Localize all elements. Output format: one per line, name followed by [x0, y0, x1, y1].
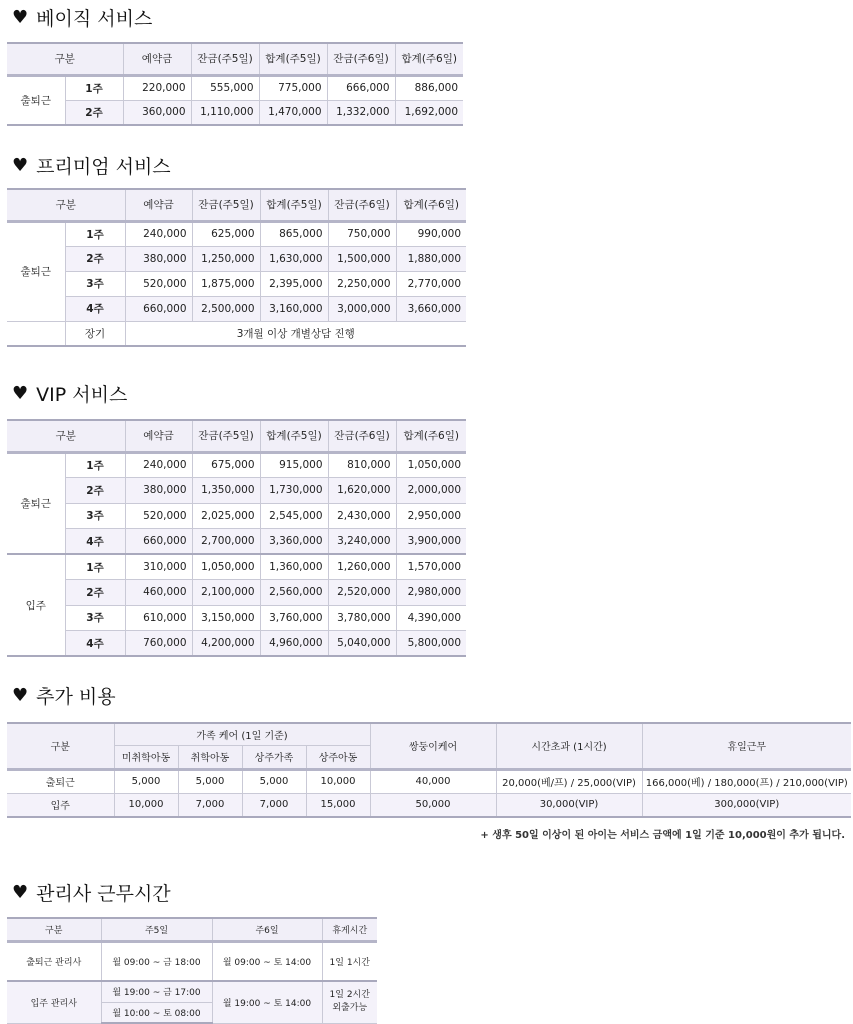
table-row [7, 529, 466, 555]
row-label: 출퇴근 관리사 [7, 941, 101, 981]
table-row [7, 100, 463, 125]
section-title-vip [12, 380, 127, 407]
cell: 555,000 [191, 75, 259, 100]
cell: 5,000 [178, 769, 242, 793]
header-total-5: 합계(주5일) [259, 43, 327, 75]
cell: 1,050,000 [192, 554, 260, 580]
header-total-6: 합계(주6일) [395, 43, 463, 75]
vip-price-table [7, 419, 466, 657]
cell: 240,000 [125, 221, 192, 246]
cell: 460,000 [125, 580, 192, 606]
cell: 660,000 [125, 296, 192, 321]
week-label: 1주 [65, 452, 125, 478]
cell: 2,100,000 [192, 580, 260, 606]
cell: 1,730,000 [260, 478, 328, 504]
table-row [7, 221, 466, 246]
week-label: 2주 [65, 246, 125, 271]
cell: 50,000 [370, 793, 496, 817]
header-balance-5: 잔금(주5일) [192, 189, 260, 221]
cell: 3,900,000 [396, 529, 466, 555]
header-total-5: 합계(주5일) [260, 420, 328, 452]
heart-icon: ♥ [12, 881, 29, 903]
cell: 2,980,000 [396, 580, 466, 606]
cell: 990,000 [396, 221, 466, 246]
header-category: 구분 [7, 189, 125, 221]
section-title-text: 추가 비용 [36, 686, 116, 708]
cell: 240,000 [125, 452, 192, 478]
section-title-text: 베이직 서비스 [36, 8, 153, 30]
cell: 520,000 [125, 503, 192, 529]
cell: 5,040,000 [328, 631, 396, 657]
cell: 30,000(VIP) [496, 793, 642, 817]
cell: 310,000 [125, 554, 192, 580]
basic-price-table [7, 42, 463, 126]
header-resident-family: 상주가족 [242, 745, 306, 769]
header-category: 구분 [7, 918, 101, 941]
week-label: 3주 [65, 271, 125, 296]
header-deposit: 예약금 [125, 420, 192, 452]
extra-cost-note: + 생후 50일 이상이 된 아이는 서비스 금액에 1일 기준 10,000원이 추가 됩니다. [480, 830, 845, 841]
cell: 2,950,000 [396, 503, 466, 529]
cell: 1,570,000 [396, 554, 466, 580]
group-label-blank [7, 321, 65, 346]
week-label: 4주 [65, 631, 125, 657]
cell: 1,250,000 [192, 246, 260, 271]
cell: 300,000(VIP) [642, 793, 851, 817]
table-row [7, 503, 466, 529]
header-deposit: 예약금 [123, 43, 191, 75]
cell: 2,250,000 [328, 271, 396, 296]
heart-icon: ♥ [12, 684, 29, 706]
cell: 2,025,000 [192, 503, 260, 529]
header-five-day: 주5일 [101, 918, 212, 941]
cell: 886,000 [395, 75, 463, 100]
header-category: 구분 [7, 723, 114, 769]
cell: 2,000,000 [396, 478, 466, 504]
cell: 20,000(베/프) / 25,000(VIP) [496, 769, 642, 793]
row-label: 입주 관리사 [7, 981, 101, 1023]
header-deposit: 예약금 [125, 189, 192, 221]
table-row [7, 631, 466, 657]
cell: 5,000 [114, 769, 178, 793]
row-label: 출퇴근 [7, 769, 114, 793]
cell: 3,160,000 [260, 296, 328, 321]
cell: 3,760,000 [260, 605, 328, 631]
header-category: 구분 [7, 420, 125, 452]
table-row [7, 296, 466, 321]
cell: 1,350,000 [192, 478, 260, 504]
cell: 625,000 [192, 221, 260, 246]
header-total-5: 합계(주5일) [260, 189, 328, 221]
group-label: 출퇴근 [7, 75, 65, 125]
cell: 월 10:00 ~ 토 08:00 [101, 1002, 212, 1023]
table-row [7, 554, 466, 580]
long-term-text: 3개월 이상 개별상담 진행 [125, 321, 466, 346]
header-balance-6: 잔금(주6일) [328, 189, 396, 221]
cell: 750,000 [328, 221, 396, 246]
cell: 1,110,000 [191, 100, 259, 125]
extra-cost-table [7, 722, 851, 818]
week-label: 3주 [65, 605, 125, 631]
cell: 월 09:00 ~ 금 18:00 [101, 941, 212, 981]
header-school: 취학아동 [178, 745, 242, 769]
cell: 3,150,000 [192, 605, 260, 631]
group-label: 출퇴근 [7, 452, 65, 554]
cell: 360,000 [123, 100, 191, 125]
table-row [7, 452, 466, 478]
cell: 1,620,000 [328, 478, 396, 504]
section-title-premium [12, 152, 171, 179]
header-rest: 휴게시간 [322, 918, 377, 941]
cell: 4,960,000 [260, 631, 328, 657]
header-family-care: 가족 케어 (1일 기준) [114, 723, 370, 745]
section-title-hours [12, 879, 171, 906]
week-label: 1주 [65, 75, 123, 100]
cell: 10,000 [306, 769, 370, 793]
cell: 1,360,000 [260, 554, 328, 580]
cell: 660,000 [125, 529, 192, 555]
header-twins: 쌍둥이케어 [370, 723, 496, 769]
long-term-label: 장기 [65, 321, 125, 346]
cell: 3,240,000 [328, 529, 396, 555]
header-balance-6: 잔금(주6일) [328, 420, 396, 452]
cell: 1,500,000 [328, 246, 396, 271]
cell: 915,000 [260, 452, 328, 478]
row-label: 입주 [7, 793, 114, 817]
cell: 2,700,000 [192, 529, 260, 555]
cell: 2,560,000 [260, 580, 328, 606]
table-row [7, 981, 377, 1002]
section-title-basic [12, 4, 152, 31]
cell: 4,390,000 [396, 605, 466, 631]
rest-line: 1일 2시간 [329, 989, 370, 1000]
group-label: 입주 [7, 554, 65, 656]
table-row [7, 793, 851, 817]
header-balance-5: 잔금(주5일) [191, 43, 259, 75]
cell: 5,000 [242, 769, 306, 793]
header-balance-5: 잔금(주5일) [192, 420, 260, 452]
cell: 7,000 [178, 793, 242, 817]
cell: 2,430,000 [328, 503, 396, 529]
cell: 1,260,000 [328, 554, 396, 580]
cell: 5,800,000 [396, 631, 466, 657]
cell: 380,000 [125, 246, 192, 271]
cell: 760,000 [125, 631, 192, 657]
week-label: 1주 [65, 221, 125, 246]
cell: 2,520,000 [328, 580, 396, 606]
cell: 월 19:00 ~ 토 14:00 [212, 981, 322, 1023]
cell: 10,000 [114, 793, 178, 817]
cell: 3,360,000 [260, 529, 328, 555]
cell: 1,332,000 [327, 100, 395, 125]
week-label: 3주 [65, 503, 125, 529]
week-label: 2주 [65, 580, 125, 606]
heart-icon: ♥ [12, 382, 29, 404]
cell: 2,545,000 [260, 503, 328, 529]
cell: 40,000 [370, 769, 496, 793]
cell: 775,000 [259, 75, 327, 100]
heart-icon: ♥ [12, 154, 29, 176]
table-row [7, 769, 851, 793]
week-label: 1주 [65, 554, 125, 580]
header-balance-6: 잔금(주6일) [327, 43, 395, 75]
cell: 666,000 [327, 75, 395, 100]
table-row [7, 246, 466, 271]
premium-price-table [7, 188, 466, 347]
cell: 4,200,000 [192, 631, 260, 657]
cell: 1,875,000 [192, 271, 260, 296]
table-row [7, 580, 466, 606]
cell: 1,692,000 [395, 100, 463, 125]
section-title-text: 프리미엄 서비스 [36, 156, 171, 178]
header-category: 구분 [7, 43, 123, 75]
work-hours-table [7, 917, 377, 1024]
cell: 810,000 [328, 452, 396, 478]
cell: 월 19:00 ~ 금 17:00 [101, 981, 212, 1002]
cell: 220,000 [123, 75, 191, 100]
cell: 380,000 [125, 478, 192, 504]
cell: 3,660,000 [396, 296, 466, 321]
cell: 166,000(베) / 180,000(프) / 210,000(VIP) [642, 769, 851, 793]
header-resident-child: 상주아동 [306, 745, 370, 769]
cell: 15,000 [306, 793, 370, 817]
week-label: 2주 [65, 478, 125, 504]
table-row [7, 478, 466, 504]
section-title-extra [12, 682, 116, 709]
header-six-day: 주6일 [212, 918, 322, 941]
cell: 1,630,000 [260, 246, 328, 271]
cell-rest [322, 981, 377, 1023]
table-row [7, 271, 466, 296]
header-preschool: 미취학아동 [114, 745, 178, 769]
table-row [7, 605, 466, 631]
cell: 1,050,000 [396, 452, 466, 478]
cell: 675,000 [192, 452, 260, 478]
week-label: 4주 [65, 529, 125, 555]
cell: 610,000 [125, 605, 192, 631]
cell: 1,470,000 [259, 100, 327, 125]
cell: 7,000 [242, 793, 306, 817]
cell: 1,880,000 [396, 246, 466, 271]
table-row [7, 941, 377, 981]
cell: 3,000,000 [328, 296, 396, 321]
cell: 3,780,000 [328, 605, 396, 631]
group-label: 출퇴근 [7, 221, 65, 321]
section-title-text: 관리사 근무시간 [36, 883, 171, 905]
header-overtime: 시간초과 (1시간) [496, 723, 642, 769]
section-title-text: VIP 서비스 [36, 384, 128, 406]
header-holiday: 휴일근무 [642, 723, 851, 769]
cell: 2,395,000 [260, 271, 328, 296]
table-row [7, 321, 466, 346]
table-row [7, 75, 463, 100]
week-label: 2주 [65, 100, 123, 125]
rest-line: 외출가능 [332, 1003, 368, 1014]
cell: 1일 1시간 [322, 941, 377, 981]
cell: 월 09:00 ~ 토 14:00 [212, 941, 322, 981]
cell: 2,500,000 [192, 296, 260, 321]
cell: 2,770,000 [396, 271, 466, 296]
header-total-6: 합계(주6일) [396, 189, 466, 221]
heart-icon: ♥ [12, 6, 29, 28]
week-label: 4주 [65, 296, 125, 321]
cell: 865,000 [260, 221, 328, 246]
cell: 520,000 [125, 271, 192, 296]
header-total-6: 합계(주6일) [396, 420, 466, 452]
